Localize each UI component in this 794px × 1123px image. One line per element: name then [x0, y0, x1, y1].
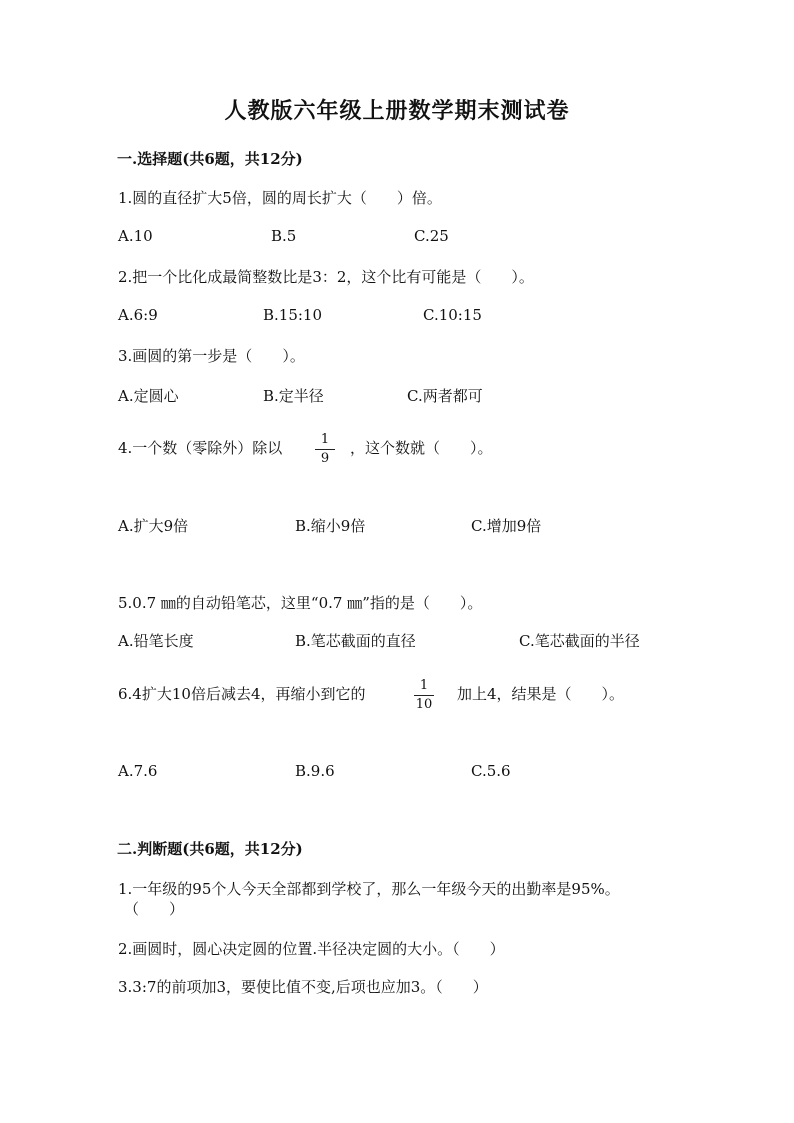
q5-option-c: C.笔芯截面的半径 — [519, 632, 640, 650]
question-2: 2.把一个比化成最简整数比是3：2，这个比有可能是（ ）。 — [118, 268, 534, 286]
judgement-2: 2.画圆时，圆心决定圆的位置.半径决定圆的大小。（ ） — [118, 940, 505, 958]
q4-option-a: A.扩大9倍 — [118, 517, 189, 535]
section-heading-choice: 一.选择题(共6题，共12分) — [117, 150, 303, 168]
question-4-fraction — [315, 432, 335, 467]
q6-option-a: A.7.6 — [118, 762, 158, 780]
q2-option-b: B.15:10 — [263, 306, 323, 324]
q1-option-b: B.5 — [271, 227, 297, 245]
q1-option-a: A.10 — [118, 227, 153, 245]
q5-option-b: B.笔芯截面的直径 — [295, 632, 416, 650]
question-1: 1.圆的直径扩大5倍，圆的周长扩大（ ）倍。 — [118, 189, 442, 207]
q6-option-c: C.5.6 — [471, 762, 511, 780]
fraction-denominator: 9 — [320, 451, 330, 466]
fraction-numerator: 1 — [320, 432, 330, 447]
question-6-text-before: 6.4扩大10倍后减去4，再缩小到它的 — [118, 685, 366, 703]
q3-option-a: A.定圆心 — [118, 387, 179, 405]
q1-option-c: C.25 — [414, 227, 449, 245]
judgement-1-line1: 1.一年级的95个人今天全部都到学校了，那么一年级今天的出勤率是95%。 — [118, 880, 620, 898]
question-3: 3.画圆的第一步是（ ）。 — [118, 347, 305, 365]
q3-option-c: C.两者都可 — [407, 387, 483, 405]
section-heading-judgement: 二.判断题(共6题，共12分) — [117, 840, 303, 858]
fraction-numerator: 1 — [419, 678, 429, 693]
judgement-3: 3.3:7的前项加3，要使比值不变,后项也应加3。（ ） — [118, 978, 488, 996]
question-6-text-after: 加上4，结果是（ ）。 — [457, 685, 625, 703]
q5-option-a: A.铅笔长度 — [118, 632, 194, 650]
q2-option-c: C.10:15 — [423, 306, 482, 324]
q4-option-b: B.缩小9倍 — [295, 517, 366, 535]
question-6-fraction — [414, 678, 434, 713]
fraction-bar — [315, 449, 335, 450]
page-title: 人教版六年级上册数学期末测试卷 — [224, 98, 570, 124]
q6-option-b: B.9.6 — [295, 762, 335, 780]
q2-option-a: A.6:9 — [118, 306, 158, 324]
question-4-text-before: 4.一个数（零除外）除以 — [118, 439, 283, 457]
fraction-denominator: 10 — [415, 697, 433, 712]
question-4-text-after: ，这个数就（ ）。 — [350, 439, 493, 457]
fraction-bar — [414, 695, 434, 696]
judgement-1-line2: （ ） — [124, 900, 185, 918]
q4-option-c: C.增加9倍 — [471, 517, 542, 535]
question-5: 5.0.7 ㎜的自动铅笔芯，这里“0.7 ㎜”指的是（ ）。 — [118, 594, 483, 612]
q3-option-b: B.定半径 — [263, 387, 324, 405]
